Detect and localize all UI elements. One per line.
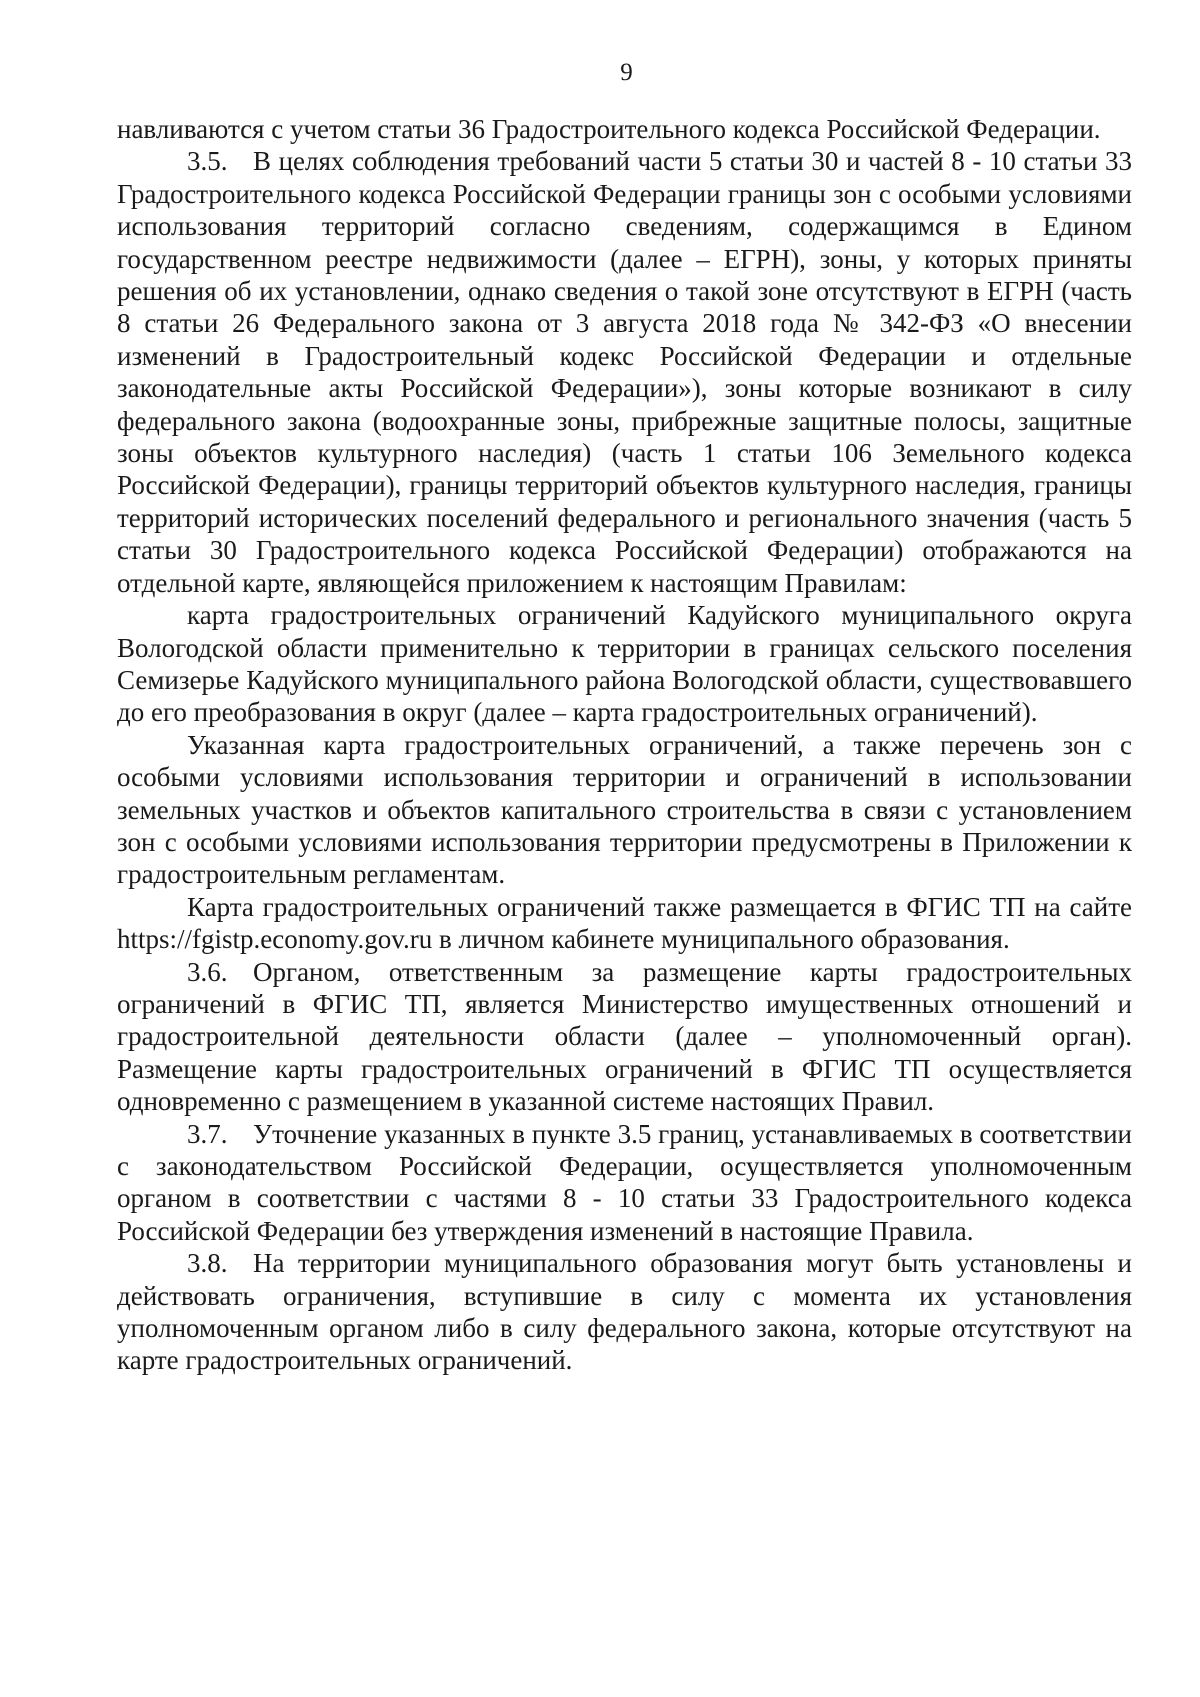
paragraph-3-5 — [117, 145, 1132, 599]
page-number: 9 — [620, 59, 633, 86]
clause-number: 3.5. — [187, 146, 228, 177]
paragraph-map-fgis — [117, 891, 1132, 956]
document-body — [117, 113, 1132, 1377]
paragraph-continuation — [117, 113, 1132, 145]
paragraph-text: навливаются с учетом статьи 36 Градостроительного кодекса Российской Федерации. — [117, 114, 1101, 144]
paragraph-map-contents — [117, 729, 1132, 891]
paragraph-text: Указанная карта градостроительных ограничений, а также перечень зон с особыми условиями использования территории и ограничений в использовании земельных участков и объектов капитального строительства в связи с установлением зон с особыми условиями использования территории предусмотрены в Приложении к градостроительным регламентам. — [117, 729, 1132, 890]
paragraph-3-7 — [117, 1118, 1132, 1248]
paragraph-3-6 — [117, 956, 1132, 1118]
paragraph-text: Органом, ответственным за размещение карты градостроительных ограничений в ФГИС ТП, является Министерство имущественных отношений и градостроительной деятельности области (далее – уполномоченный орган). Размещение карты градостроительных ограничений в ФГИС ТП осуществляется одновременно с размещением в указанной системе настоящих Правил. — [117, 956, 1132, 1117]
clause-number: 3.6. — [187, 956, 228, 987]
paragraph-text: На территории муниципального образования могут быть установлены и действовать ограничения, вступившие в силу с момента их установления уполномоченным органом либо в силу федерального закона, которые отсутствуют на карте градостроительных ограничений. — [117, 1248, 1132, 1376]
paragraph-text: карта градостроительных ограничений Кадуйского муниципального округа Вологодской области применительно к территории в границах сельского поселения Семизерье Кадуйского муниципального района Вологодской области, существовавшего до его преобразования в округ (далее – карта градостроительных ограничений). — [117, 600, 1132, 728]
paragraph-text: В целях соблюдения требований части 5 статьи 30 и частей 8 - 10 статьи 33 Градостроительного кодекса Российской Федерации границы зон с особыми условиями использования территорий согласно сведениям, содержащимся в Едином государственном реестре недвижимости (далее – ЕГРН), зоны, у которых приняты решения об их установлении, однако сведения о такой зоне отсутствуют в ЕГРН (часть 8 статьи 26 Федерального закона от 3 августа 2018 года № 342-ФЗ «О внесении изменений в Градостроительный кодекс Российской Федерации и отдельные законодательные акты Российской Федерации»), зоны которые возникают в силу федерального закона (водоохранные зоны, прибрежные защитные полосы, защитные зоны объектов культурного наследия) (часть 1 статьи 106 Земельного кодекса Российской Федерации), границы территорий объектов культурного наследия, границы территорий исторических поселений федерального и регионального значения (часть 5 статьи 30 Градостроительного кодекса Российской Федерации) отображаются на отдельной карте, являющейся приложением к настоящим Правилам: — [117, 146, 1132, 598]
clause-number: 3.8. — [187, 1248, 228, 1279]
paragraph-3-8 — [117, 1247, 1132, 1377]
clause-number: 3.7. — [187, 1118, 228, 1149]
paragraph-map-title — [117, 599, 1132, 729]
paragraph-text: Уточнение указанных в пункте 3.5 границ, устанавливаемых в соответствии с законодательством Российской Федерации, осуществляется уполномоченным органом в соответствии с частями 8 - 10 статьи 33 Градостроительного кодекса Российской Федерации без утверждения изменений в настоящие Правила. — [117, 1118, 1132, 1246]
paragraph-text: Карта градостроительных ограничений также размещается в ФГИС ТП на сайте https://fgistp.economy.gov.ru в личном кабинете муниципального образования. — [117, 891, 1132, 955]
